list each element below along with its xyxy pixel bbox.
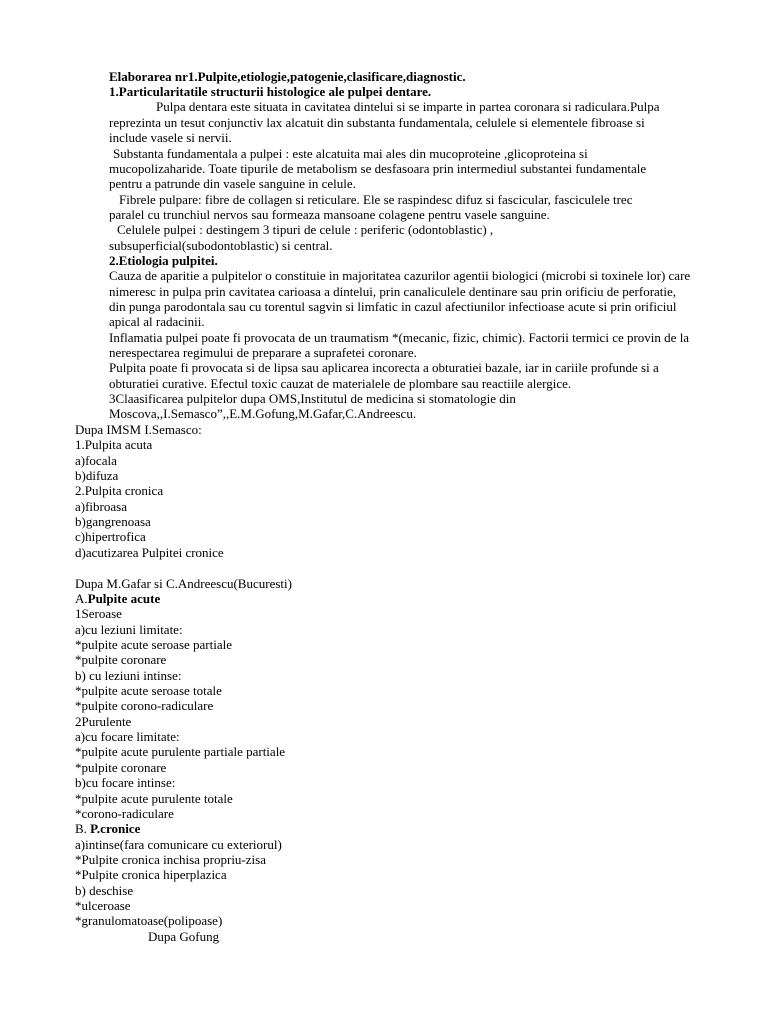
list-item: a)cu leziuni limitate: (75, 622, 183, 637)
list-heading: Dupa IMSM I.Semasco: (75, 422, 202, 437)
list-item: *pulpite acute purulente totale (75, 791, 233, 806)
list-heading: Dupa M.Gafar si C.Andreescu(Bucuresti) (75, 576, 292, 591)
paragraph-line: include vasele si nervii. (109, 130, 232, 145)
paragraph-line: Fibrele pulpare: fibre de collagen si reticulare. Ele se raspindesc difuz si fascicular, fasciculele trec (119, 192, 633, 207)
list-section-prefix: A. (75, 591, 88, 606)
list-section-a (75, 591, 160, 606)
section-heading-histology: 1.Particularitatile structurii histologice ale pulpei dentare. (109, 84, 432, 99)
paragraph-line: obturatiei curative. Efectul toxic cauzat de materialele de plombare sau reactiile alergice. (109, 376, 572, 391)
paragraph-line: apical al radacinii. (109, 314, 205, 329)
list-item: *pulpite coronare (75, 760, 167, 775)
paragraph-line: Pulpita poate fi provocata si de lipsa sau aplicarea incorecta a obturatiei bazale, iar in cariile profunde si a (109, 360, 659, 375)
paragraph-line: Moscova,,I.Semasco”,,E.M.Gofung,M.Gafar,C.Andreescu. (109, 406, 417, 421)
list-item: *pulpite coronare (75, 652, 167, 667)
paragraph-line: mucopolizaharide. Toate tipurile de metabolism se desfasoara prin intermediul substantei fundamentale (109, 161, 647, 176)
paragraph-line: pentru a patrunde din vasele sanguine in celule. (109, 176, 356, 191)
list-section-prefix: B. (75, 821, 91, 836)
list-item: *pulpite acute purulente partiale partiale (75, 744, 286, 759)
list-item: b)cu focare intinse: (75, 775, 176, 790)
paragraph-line: din punga parodontala sau cu torentul sagvin si limfatic in cazul afectiunilor infectioase acute si prin orificiul (109, 299, 677, 314)
paragraph-line: reprezinta un tesut conjunctiv lax alcatuit din substanta fundamentala, celulele si elementele fibroase si (109, 115, 645, 130)
list-item: *corono-radiculare (75, 806, 174, 821)
list-item: a)cu focare limitate: (75, 729, 180, 744)
list-item: *Pulpite cronica inchisa propriu-zisa (75, 852, 266, 867)
paragraph-line: nerespectarea regimului de preparare a suprafetei coronare. (109, 345, 417, 360)
list-section-title: P.cronice (90, 821, 141, 836)
list-item: b)gangrenoasa (75, 514, 151, 529)
list-item: *ulceroase (75, 898, 131, 913)
list-item: *pulpite acute seroase totale (75, 683, 222, 698)
list-item: a)intinse(fara comunicare cu exteriorul) (75, 837, 282, 852)
list-section-title: Pulpite acute (87, 591, 161, 606)
list-item: *pulpite acute seroase partiale (75, 637, 233, 652)
list-item: a)focala (75, 453, 117, 468)
list-item: 1.Pulpita acuta (75, 437, 153, 452)
list-item: b) deschise (75, 883, 134, 898)
paragraph-line: Cauza de aparitie a pulpitelor o constituie in majoritatea cazurilor agentii biologici (microbi si toxinele lor) care (109, 268, 691, 283)
list-item: 2.Pulpita cronica (75, 483, 164, 498)
paragraph-line: nimeresc in pulpa prin cavitatea carioasa a dintelui, prin canaliculele dentinare sau prin orificiu de perforatie, (109, 284, 677, 299)
list-item: 1Seroase (75, 606, 122, 621)
paragraph-line: subsuperficial(subodontoblastic) si central. (109, 238, 333, 253)
list-item: c)hipertrofica (75, 529, 146, 544)
section-heading-etiology: 2.Etiologia pulpitei. (109, 253, 218, 268)
list-item: a)fibroasa (75, 499, 127, 514)
list-item: d)acutizarea Pulpitei cronice (75, 545, 224, 560)
list-item: b) cu leziuni intinse: (75, 668, 182, 683)
paragraph-line: Inflamatia pulpei poate fi provocata de un traumatism *(mecanic, fizic, chimic). Factorii termici ce provin de la (109, 330, 690, 345)
paragraph-line: Pulpa dentara este situata in cavitatea dintelui si se imparte in partea coronara si radiculara.Pulpa (156, 99, 660, 114)
paragraph-line: Celulele pulpei : destingem 3 tipuri de celule : periferic (odontoblastic) , (117, 222, 494, 237)
paragraph-line: Substanta fundamentala a pulpei : este alcatuita mai ales din mucoproteine ,glicoproteina si (113, 146, 588, 161)
list-item: b)difuza (75, 468, 119, 483)
paragraph-line: paralel cu trunchiul nervos sau formeaza mansoane colagene pentru vasele sanguine. (109, 207, 550, 222)
paragraph-line: 3Claasificarea pulpitelor dupa OMS,Institutul de medicina si stomatologie din (109, 391, 516, 406)
subsection-heading: Dupa Gofung (148, 929, 220, 944)
list-item: *pulpite corono-radiculare (75, 698, 214, 713)
document-title: Elaborarea nr1.Pulpite,etiologie,patogenie,clasificare,diagnostic. (109, 69, 466, 84)
list-item: 2Purulente (75, 714, 132, 729)
list-item: *granulomatoase(polipoase) (75, 913, 223, 928)
list-item: *Pulpite cronica hiperplazica (75, 867, 227, 882)
list-section-b (75, 821, 140, 836)
